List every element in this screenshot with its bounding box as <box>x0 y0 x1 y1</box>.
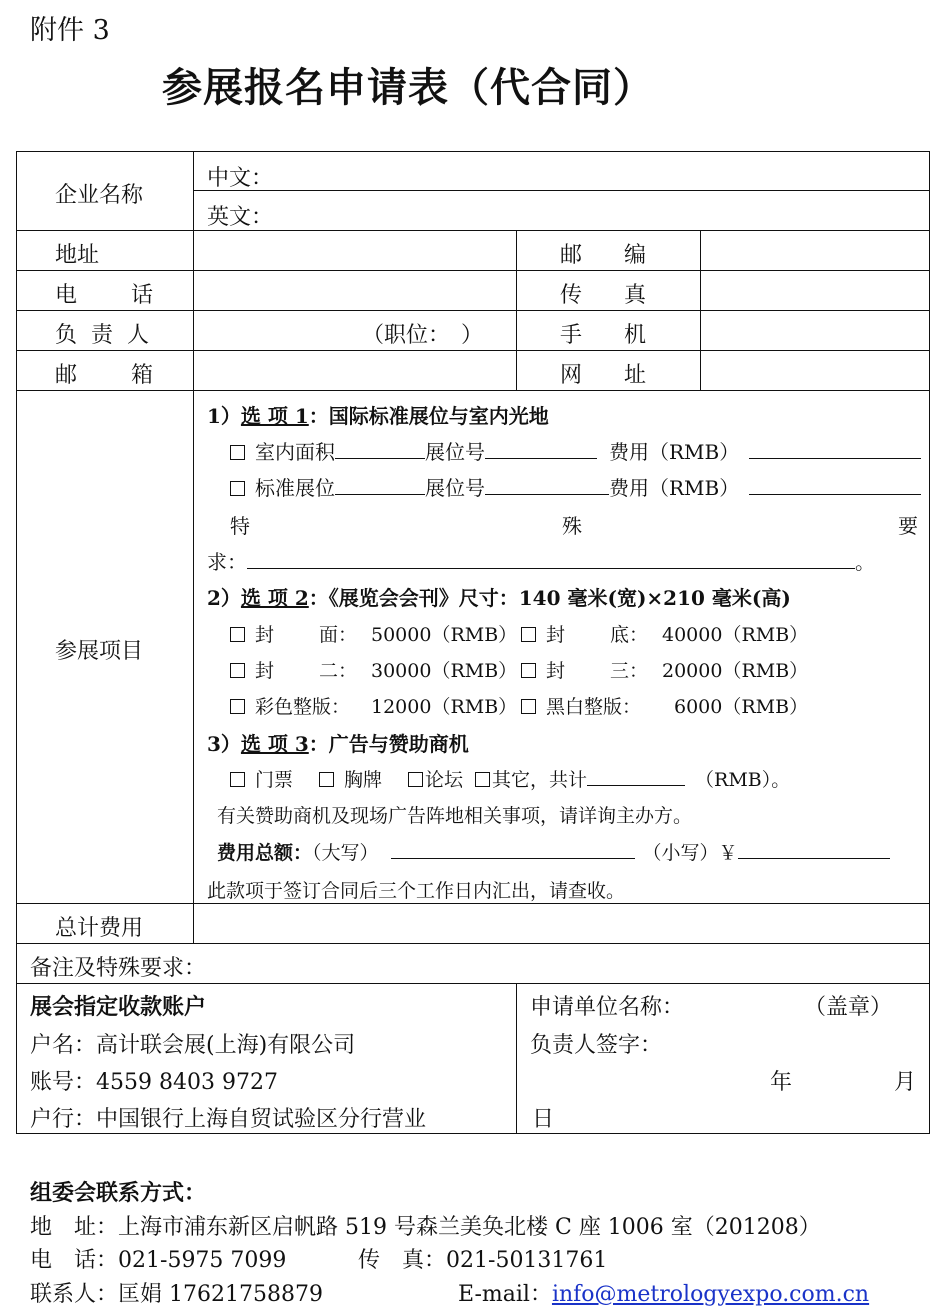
inside-back-cover-checkbox[interactable] <box>521 663 536 678</box>
option-1-heading: 1）选 项 1：国际标准展位与室内光地 <box>207 404 549 428</box>
signature-label: 负责人签字： <box>530 1033 663 1058</box>
contact-person-label: 负责人 <box>55 323 164 348</box>
color-page-checkbox[interactable] <box>230 699 245 714</box>
front-cover-checkbox[interactable] <box>230 627 245 642</box>
month-label: 月 <box>894 1070 917 1095</box>
company-name-label: 企业名称 <box>55 183 144 208</box>
standard-booth-checkbox[interactable] <box>230 481 245 496</box>
postcode-field[interactable] <box>706 236 924 266</box>
contact-address: 地 址：上海市浦东新区启帆路 519 号森兰美奂北楼 C 座 1006 室（201208） <box>30 1215 821 1240</box>
bw-page-checkbox[interactable] <box>521 699 536 714</box>
email-label: 邮箱 <box>55 363 208 388</box>
other-checkbox[interactable] <box>475 772 490 787</box>
company-cn-field[interactable]: 中文： <box>207 166 274 191</box>
option-1-row: 室内面积 展位号 费用（RMB） <box>230 436 921 465</box>
ticket-checkbox[interactable] <box>230 772 245 787</box>
attachment-label: 附件 3 <box>30 15 110 46</box>
website-label: 网址 <box>560 363 689 388</box>
standard-booth-input[interactable] <box>485 475 609 495</box>
account-number: 账号：4559 8403 9727 <box>30 1070 278 1095</box>
position-field[interactable]: （职位： ） <box>362 323 484 348</box>
inside-front-cover-checkbox[interactable] <box>230 663 245 678</box>
seal-label: （盖章） <box>804 995 893 1020</box>
option-2-row: 彩色整版： 12000（RMB） 黑白整版： 6000（RMB） <box>230 692 808 719</box>
option-2-row: 封 面： 50000（RMB） 封 底： 40000（RMB） <box>230 620 808 647</box>
postcode-label: 邮编 <box>560 243 689 268</box>
total-amount-line: 费用总额：（大写） （小写）￥ <box>217 838 890 865</box>
account-bank: 户行：中国银行上海自贸试验区分行营业 <box>30 1107 427 1132</box>
total-xiaoxie-input[interactable] <box>738 839 890 859</box>
phone-label: 电话 <box>55 283 208 308</box>
indoor-area-checkbox[interactable] <box>230 445 245 460</box>
badge-checkbox[interactable] <box>319 772 334 787</box>
back-cover-checkbox[interactable] <box>521 627 536 642</box>
standard-fee-input[interactable] <box>749 475 921 495</box>
option-3-row: 门票 胸牌 论坛 其它，共计 （RMB）。 <box>230 765 790 792</box>
option-2-heading: 2）选 项 2：《展览会会刊》尺寸：140 毫米(宽)×210 毫米(高) <box>207 586 791 610</box>
total-daxie-input[interactable] <box>391 839 635 859</box>
total-fee-field[interactable] <box>200 909 924 939</box>
option-2-row: 封 二： 30000（RMB） 封 三： 20000（RMB） <box>230 656 808 683</box>
option-3-heading: 3）选 项 3：广告与赞助商机 <box>207 732 469 756</box>
email-link[interactable]: info@metrologyexpo.com.cn <box>551 1282 870 1307</box>
year-label: 年 <box>770 1070 793 1095</box>
address-label: 地址 <box>55 243 100 268</box>
form-title: 参展报名申请表（代合同） <box>162 65 654 111</box>
exhibition-items-label: 参展项目 <box>55 639 144 664</box>
special-requirements-line: 求： 。 <box>207 550 875 574</box>
applicant-unit-label: 申请单位名称： <box>530 995 685 1020</box>
mobile-label: 手机 <box>560 323 689 348</box>
total-fee-label: 总计费用 <box>55 916 144 941</box>
contact-title: 组委会联系方式： <box>30 1180 207 1206</box>
forum-checkbox[interactable] <box>408 772 423 787</box>
sponsor-note: 有关赞助商机及现场广告阵地相关事项，请详询主办方。 <box>217 805 693 827</box>
address-field[interactable] <box>200 236 510 266</box>
contact-email: E-mail：info@metrologyexpo.com.cn <box>458 1282 870 1307</box>
remit-note: 此款项于签订合同后三个工作日内汇出，请查收。 <box>207 880 626 902</box>
account-title: 展会指定收款账户 <box>30 994 207 1020</box>
option-1-row: 标准展位 展位号 费用（RMB） <box>230 472 921 501</box>
fax-label: 传真 <box>560 283 689 308</box>
contact-fax: 传 真：021-50131761 <box>358 1248 608 1273</box>
indoor-area-input[interactable] <box>335 439 425 459</box>
contact-phone: 电 话：021-5975 7099 <box>30 1248 287 1273</box>
other-total-input[interactable] <box>587 766 685 786</box>
indoor-booth-input[interactable] <box>485 439 597 459</box>
indoor-fee-input[interactable] <box>749 439 921 459</box>
special-requirements-input[interactable] <box>247 549 855 569</box>
remarks-label: 备注及特殊要求： <box>30 956 207 981</box>
company-en-field[interactable]: 英文： <box>207 205 274 230</box>
contact-person: 联系人：匡娟 17621758879 <box>30 1282 323 1307</box>
standard-area-input[interactable] <box>335 475 425 495</box>
day-label: 日 <box>532 1107 555 1132</box>
account-name: 户名：高计联会展(上海)有限公司 <box>30 1033 356 1058</box>
